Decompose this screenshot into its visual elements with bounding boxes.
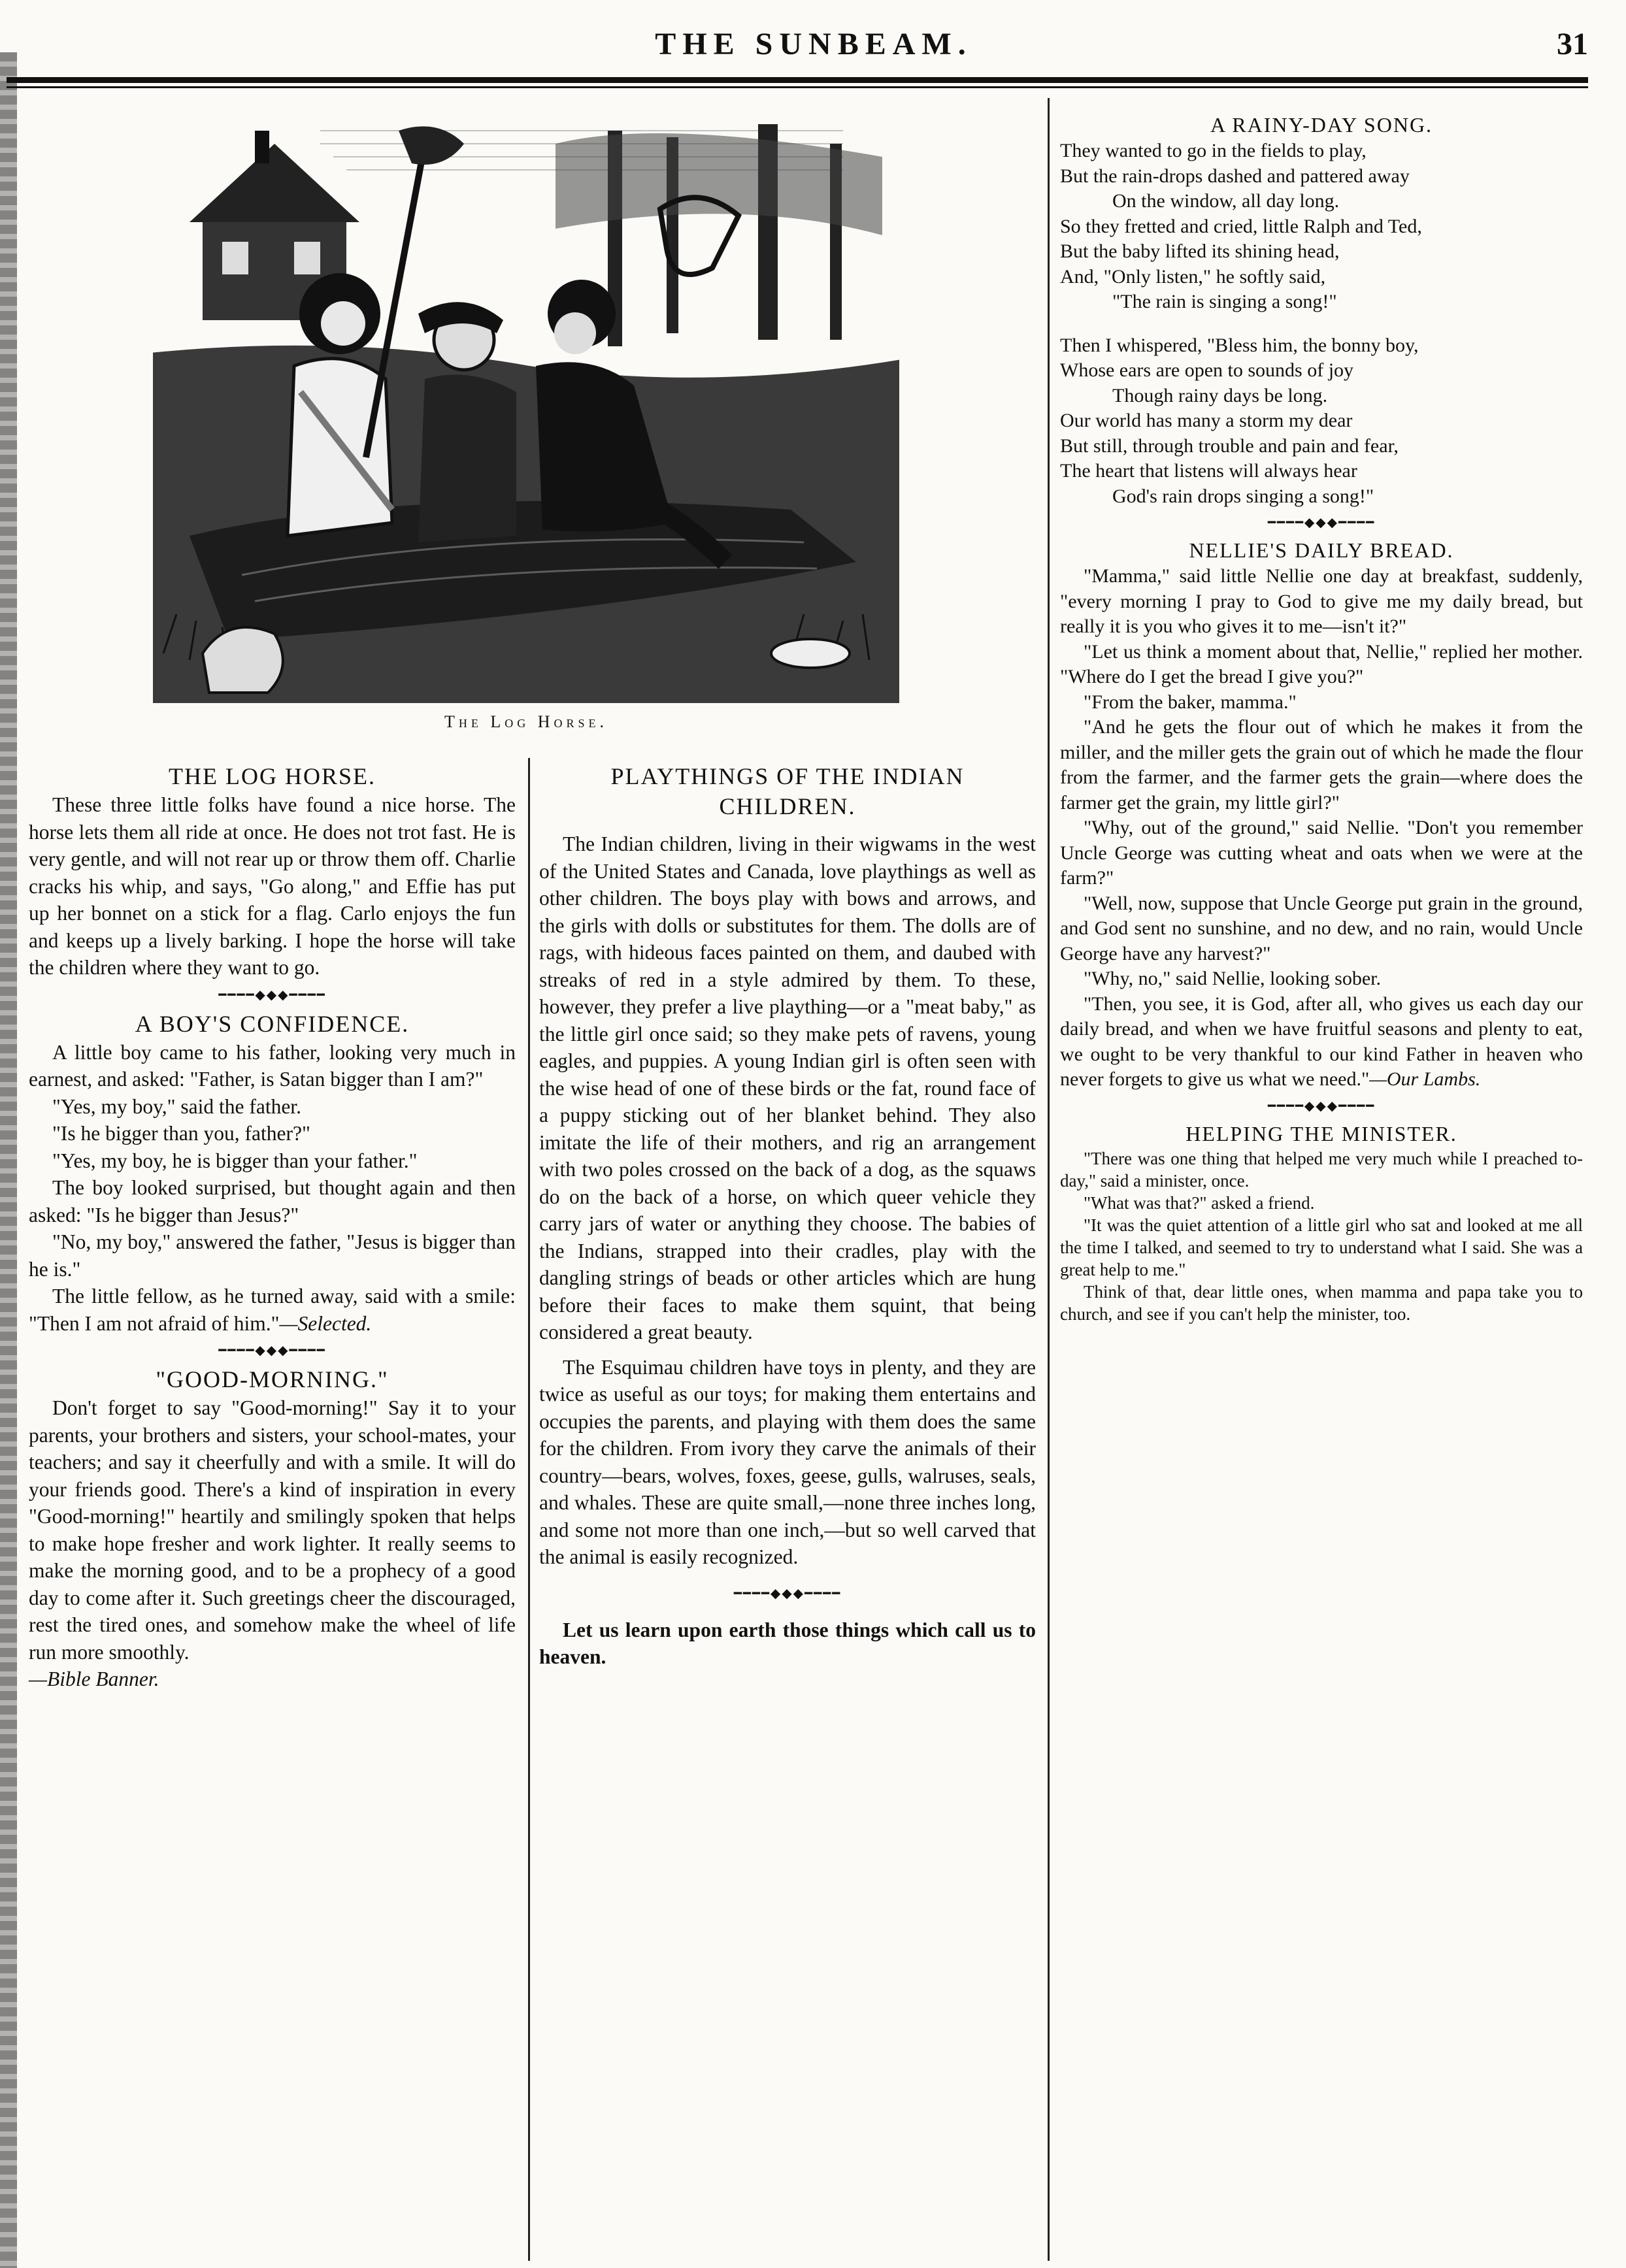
paragraph-text: The little fellow, as he turned away, said with a smile: "Then I am not afraid of him." — [29, 1285, 516, 1335]
paragraph: The Esquimau children have toys in plenty, and they are twice as useful as our toys; for making them entertains and occupies the parents, and playing with them does the same for the children. From ivory they carve the animals of their country—bears, wolves, foxes, geese, gulls, walruses, seals, and whales. These are quite small,—none three inches long, and some not more than one inch,—but so well carved that the animal is easily recognized. — [539, 1355, 1036, 1568]
ornament-divider: ━━━━◆◆◆━━━━ — [218, 1343, 326, 1358]
paragraph: "Well, now, suppose that Uncle George put grain in the ground, and God sent no sunshine, and no dew, and no rain, would Uncle George have any harvest?" — [1060, 892, 1583, 964]
masthead-rule — [7, 77, 1588, 83]
column-3 — [1060, 111, 1583, 1325]
paragraph: "There was one thing that helped me very much while I preached to-day," said a minister, once. — [1060, 1148, 1583, 1191]
paragraph — [29, 1283, 516, 1337]
paragraph: "Why, no," said Nellie, looking sober. — [1084, 968, 1381, 989]
poem-line: On the window, all day long. — [1112, 190, 1340, 212]
poem-line: God's rain drops singing a song!" — [1112, 485, 1374, 507]
poem-line: Though rainy days be long. — [1112, 384, 1328, 406]
paragraph: "Mamma," said little Nellie one day at breakfast, suddenly, "every morning I pray to God to give me my daily bread, but really it is you who gives it to me—isn't it?" — [1060, 565, 1583, 637]
paragraph: "Yes, my boy, he is bigger than your father." — [52, 1149, 418, 1172]
paragraph: "Yes, my boy," said the father. — [52, 1094, 301, 1118]
paragraph: A little boy came to his father, looking very much in earnest, and asked: "Father, is Satan bigger than I am?" — [29, 1040, 516, 1091]
column-rule-2 — [1048, 98, 1050, 2261]
poem-line: But the baby lifted its shining head, — [1060, 240, 1340, 262]
log-horse-illustration — [150, 118, 902, 706]
paragraph — [1060, 992, 1583, 1093]
poem-line: "The rain is singing a song!" — [1112, 291, 1337, 312]
poem-line: Our world has many a storm my dear — [1060, 410, 1353, 431]
source-credit: —Bible Banner. — [29, 1668, 159, 1690]
ornament-divider: ━━━━◆◆◆━━━━ — [218, 987, 326, 1002]
heading-good-morning: "GOOD-MORNING." — [156, 1366, 389, 1392]
poem-line: The heart that listens will always hear — [1060, 460, 1357, 482]
poem-line: Whose ears are open to sounds of joy — [1060, 359, 1354, 381]
poem-line: But the rain-drops dashed and pattered away — [1060, 165, 1410, 187]
heading-boys-confidence: A BOY'S CONFIDENCE. — [135, 1010, 410, 1037]
paragraph: "What was that?" asked a friend. — [1084, 1192, 1315, 1213]
torn-binding-edge — [0, 52, 17, 2268]
paragraph: The Indian children, living in their wigwams in the west of the United States and Canada, love playthings as well as other children. The boys play with bows and arrows, and the girls with dolls or substitutes for them. The dolls are of rags, with hideous faces painted on them, and daubed with streaks of red in a style admired by them. To these, however, they prefer a live plaything—or a "meat baby," as the little girl once said; so they make pets of ravens, young eagles, and puppies. A young Indian girl is often seen with the wise head of one of these birds or the fat, round face of a puppy sticking out of her blanket behind. They also imitate the life of their mothers, and rig an arrangement with two poles crossed on the back of a dog, as the squaws do on the back of a horse, on which queer vehicle they carry jars of water or anything they choose. The babies of the Indians, strapped into their cradles, play with the dangling strings of beads or other articles which are hung before their faces to make them squint, that being considered a great beauty. — [539, 832, 1036, 1343]
paragraph: "And he gets the flour out of which he makes it from the miller, and the miller gets the grain out of which he made the flour from the farmer, and the farmer gets the grain—where does the farmer get the grain, my little girl?" — [1060, 716, 1583, 814]
paragraph: "Is he bigger than you, father?" — [52, 1122, 310, 1145]
paragraph-text: "Then, you see, it is God, after all, who gives us each day our daily bread, and when we have fruitful seasons and plenty to eat, we ought to be very thankful to our kind Father in heaven who never forgets to give us what we need." — [1060, 993, 1583, 1090]
source-credit: —Selected. — [279, 1311, 372, 1335]
poem-stanza-1 — [1060, 139, 1583, 315]
poem-stanza-2 — [1060, 333, 1583, 510]
good-morning-text: Don't forget to say "Good-morning!" Say it to your parents, your brothers and sisters, your school-mates, your teachers; and say it cheerfully and with a smile. It will do your friends good. There's a kind of inspiration in every "Good-morning!" heartily and smilingly spoken that helps to make hope fresher and work lighter. It really seems to make the morning good, and to be a prophecy of a good day to come after it. Such greetings cheer the discouraged, rest the tired ones, and somehow make the wheel of life run more smoothly. — [29, 1396, 516, 1664]
page-number: 31 — [1557, 27, 1588, 61]
log-horse-text: These three little folks have found a nice horse. The horse lets them all ride at once. He does not trot fast. He is very gentle, and will not rear up or throw them off. Charlie cracks his whip, and says, "Go along," and Effie has put up her bonnet on a stick for a flag. Carlo enjoys the fun and keeps up a lively barking. I hope the horse will take the children where they want to go. — [29, 793, 516, 979]
illustration-caption: The Log Horse. — [444, 712, 608, 731]
column-1 — [29, 761, 516, 1693]
poem-line: And, "Only listen," he softly said, — [1060, 265, 1326, 288]
heading-log-horse: THE LOG HORSE. — [169, 763, 376, 789]
masthead — [39, 18, 1588, 71]
paragraph: The boy looked surprised, but thought again and then asked: "Is he bigger than Jesus?" — [29, 1176, 516, 1226]
ornament-divider: ━━━━◆◆◆━━━━ — [1267, 1098, 1376, 1113]
masthead-rule-thin — [7, 86, 1588, 88]
newspaper-title: THE SUNBEAM. — [655, 27, 972, 61]
heading-helping-the-minister: HELPING THE MINISTER. — [1186, 1121, 1457, 1145]
poem-line: They wanted to go in the fields to play, — [1060, 140, 1367, 161]
paragraph: Think of that, dear little ones, when mamma and papa take you to church, and see if you can't help the minister, too. — [1060, 1281, 1583, 1324]
poem-line: But still, through trouble and pain and fear, — [1060, 435, 1399, 457]
heading-rainy-day-song: A RAINY-DAY SONG. — [1210, 113, 1433, 137]
poem-line: Then I whispered, "Bless him, the bonny boy, — [1060, 334, 1419, 356]
paragraph: "From the baker, mamma." — [1084, 691, 1297, 713]
paragraph: "It was the quiet attention of a little girl who sat and looked at me all the time I talked, and seemed to try to understand what I said. She was a great help to me." — [1060, 1215, 1583, 1279]
heading-playthings: PLAYTHINGS OF THE INDIAN CHILDREN. — [610, 763, 965, 819]
paragraph: "No, my boy," answered the father, "Jesus is bigger than he is." — [29, 1230, 516, 1281]
ornament-divider: ━━━━◆◆◆━━━━ — [1267, 516, 1376, 530]
column-2 — [539, 761, 1036, 1671]
column-rule-1 — [528, 758, 530, 2261]
heading-nellies-daily-bread: NELLIE'S DAILY BREAD. — [1189, 538, 1454, 562]
source-credit: —Our Lambs. — [1369, 1068, 1481, 1090]
paragraph: "Why, out of the ground," said Nellie. "Don't you remember Uncle George was cutting wheat and oats when we were at the farm?" — [1060, 817, 1583, 889]
closing-maxim: Let us learn upon earth those things which call us to heaven. — [539, 1618, 1036, 1668]
poem-line: So they fretted and cried, little Ralph and Ted, — [1060, 215, 1422, 237]
paragraph: "Let us think a moment about that, Nellie," replied her mother. "Where do I get the bread I give you?" — [1060, 640, 1583, 687]
ornament-divider: ━━━━◆◆◆━━━━ — [733, 1586, 842, 1601]
